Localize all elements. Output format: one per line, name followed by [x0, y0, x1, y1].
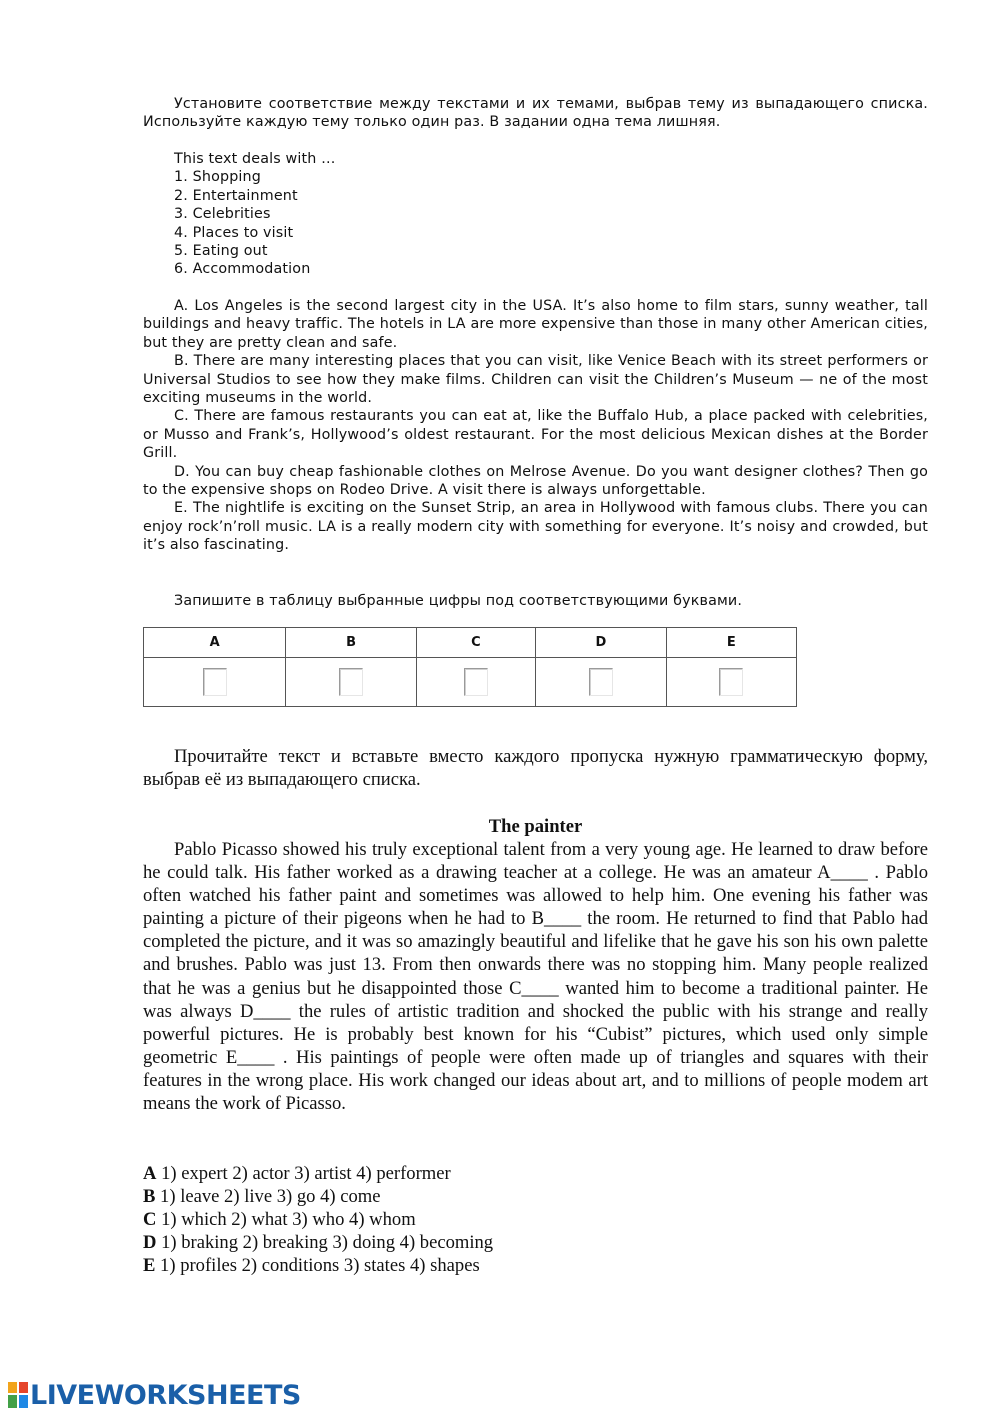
answer-cell-b — [286, 658, 416, 707]
story-text — [143, 838, 928, 1115]
task1-instruction — [143, 95, 928, 132]
answer-cell-c — [416, 658, 535, 707]
answer-cell-e — [666, 658, 796, 707]
option-letter: C — [143, 1209, 157, 1231]
topic-item: 3. Celebrities — [174, 206, 271, 223]
task2-instruction — [143, 745, 928, 791]
option-letter: B — [143, 1186, 156, 1208]
column-header-d: D — [536, 628, 666, 658]
answer-input-a[interactable] — [203, 668, 227, 696]
text-e: E. The nightlife is exciting on the Sunset Strip, an area in Hollywood with famous clubs. There you can enjoy rock’n’roll music. LA is a really modern city with something for everyone. It’s noisy and crowded, but it’s also fascinating. — [143, 500, 928, 554]
text-a: A. Los Angeles is the second largest city in the USA. It’s also home to film stars, sunny weather, tall buildings and heavy traffic. The hotels in LA are more expensive than those in many other American cities, but they are pretty clean and safe. — [143, 298, 928, 351]
option-row-d — [143, 1231, 928, 1254]
option-choices: 1) profiles 2) conditions 3) states 4) shapes — [155, 1255, 480, 1277]
column-header-a: A — [144, 628, 286, 658]
option-letter: D — [143, 1232, 157, 1254]
topic-item: 5. Eating out — [174, 243, 268, 260]
answer-input-b[interactable] — [339, 668, 363, 696]
answer-input-e[interactable] — [719, 668, 743, 696]
liveworksheets-logo[interactable] — [8, 1380, 301, 1410]
reading-texts — [143, 297, 928, 555]
text-d: D. You can buy cheap fashionable clothes on Melrose Avenue. Do you want designer clothes? Then go to the expensive shops on Rodeo Drive. A visit there is always unforgettable. — [143, 463, 928, 499]
logo-text: LIVEWORKSHEETS — [30, 1379, 301, 1411]
topic-item: 1. Shopping — [174, 169, 261, 186]
option-row-b — [143, 1185, 928, 1208]
story-title: The painter — [488, 816, 583, 837]
answer-table-row — [144, 658, 797, 707]
topic-intro: This text deals with … — [174, 151, 336, 167]
option-letter: A — [143, 1163, 157, 1184]
option-letter: E — [143, 1255, 156, 1277]
table-instruction-text: Запишите в таблицу выбранные цифры под соответствующими буквами. — [174, 593, 743, 609]
topic-item: 2. Entertainment — [174, 187, 298, 204]
answer-table — [143, 627, 797, 707]
table-instruction — [143, 592, 928, 610]
option-row-a — [143, 1162, 928, 1185]
answer-table-header — [144, 628, 797, 658]
text-c: C. There are famous restaurants you can eat at, like the Buffalo Hub, a place packed with celebrities, or Musso and Frank’s, Hollywood’s oldest restaurant. For the most delicious Mexican dishes at the Border Grill. — [143, 408, 928, 462]
option-row-e — [143, 1254, 928, 1277]
option-choices: 1) leave 2) live 3) go 4) come — [155, 1186, 381, 1208]
task2-instruction-text: Прочитайте текст и вставьте вместо каждого пропуска нужную грамматическую форму, выбрав её из выпадающего списка. — [143, 746, 928, 791]
text-b: B. There are many interesting places that you can visit, like Venice Beach with its street performers or Universal Studios to see how they make films. Children can visit the Children’s Museum — ne of the most exciting museums in the world. — [143, 353, 928, 407]
logo-mark-icon — [8, 1382, 28, 1408]
topic-item: 4. Places to visit — [174, 224, 294, 241]
answer-input-c[interactable] — [464, 668, 488, 696]
answer-options — [143, 1162, 928, 1277]
column-header-e: E — [666, 628, 796, 658]
topic-item: 6. Accommodation — [174, 261, 311, 278]
column-header-b: B — [286, 628, 416, 658]
answer-cell-d — [536, 658, 666, 707]
answer-input-d[interactable] — [589, 668, 613, 696]
answer-cell-a — [144, 658, 286, 707]
option-choices: 1) which 2) what 3) who 4) whom — [156, 1209, 416, 1231]
option-row-c — [143, 1208, 928, 1231]
column-header-c: C — [416, 628, 535, 658]
topic-list — [174, 150, 959, 279]
task1-instruction-text: Установите соответствие между текстами и их темами, выбрав тему из выпадающего списка. Используйте каждую тему только один раз. В задании одна тема лишняя. — [143, 96, 928, 131]
option-choices: 1) braking 2) breaking 3) doing 4) becoming — [156, 1232, 494, 1254]
option-choices: 1) expert 2) actor 3) artist 4) performer — [156, 1163, 451, 1184]
story-paragraph: Pablo Picasso showed his truly exceptional talent from a very young age. He learned to draw before he could talk. His father worked as a drawing teacher at a college. He was an amateur A____ . Pablo often watched his father paint and sometimes was allowed to help him. One evening his father was painting a picture of their pigeons when he had to B____ the room. He returned to find that Pablo had completed the picture, and it was so amazingly beautiful and lifelike that he gave his son his own palette and brushes. Pablo was just 13. From then onwards there was no stopping him. Many people realized that he was a genius but he disappointed those C____ wanted him to become a traditional painter. He was always D____ the rules of artistic tradition and shocked the public with his strange and really powerful pictures. He is probably best known for his “Cubist” pictures, which used only simple geometric E____ . His paintings of people were often made up of triangles and squares with their features in the wrong place. His work changed our ideas about art, and to millions of people modem art means the work of Picasso. — [143, 839, 928, 1115]
